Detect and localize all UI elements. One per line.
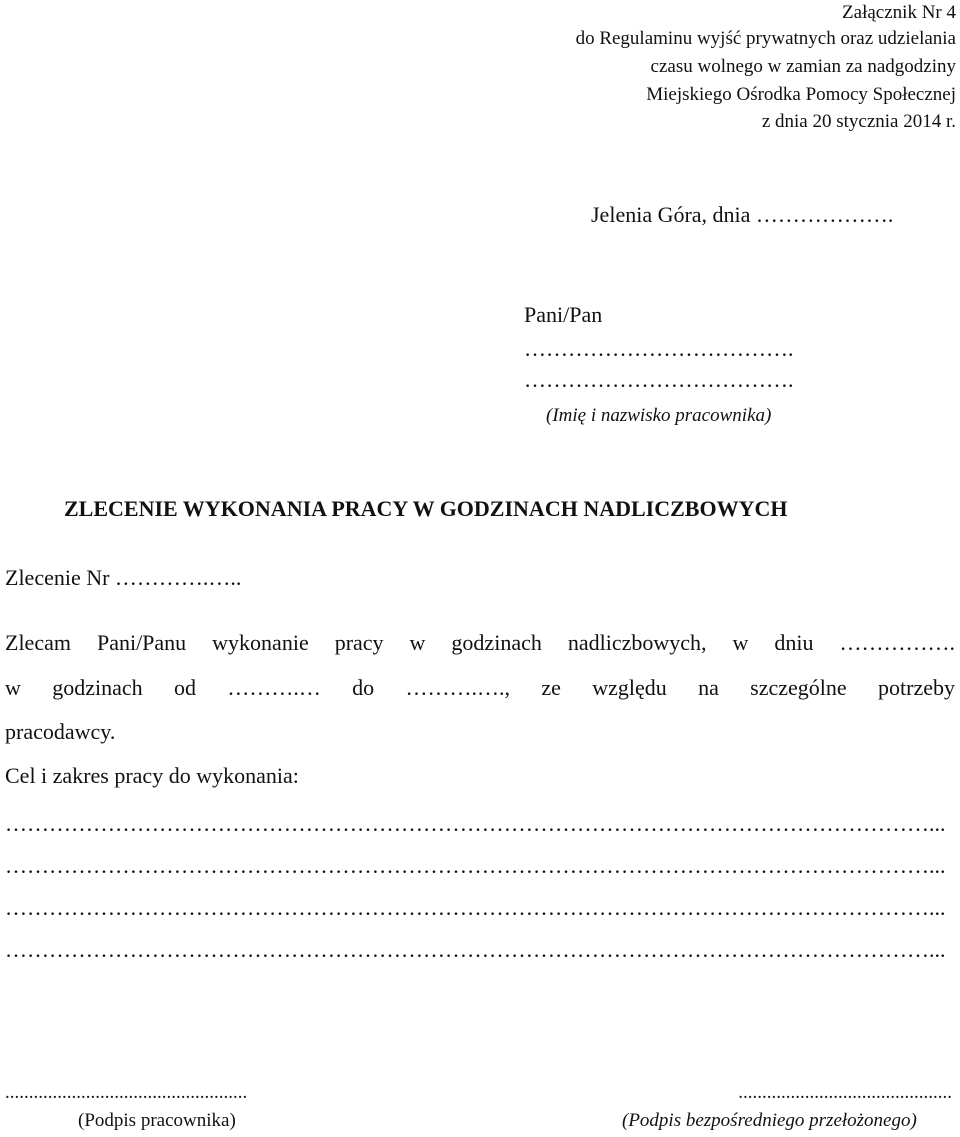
regulation-line: czasu wolnego w zamian za nadgodziny [650, 56, 956, 77]
regulation-date: z dnia 20 stycznia 2014 r. [761, 111, 956, 132]
purpose-dotted-line: ………………………………………………………………………………………………………………... [5, 895, 946, 920]
regulation-line: Miejskiego Ośrodka Pomocy Społecznej [646, 84, 956, 105]
purpose-dotted-line: ………………………………………………………………………………………………………………... [5, 811, 946, 836]
name-dotted-line: ………………………………. [524, 336, 794, 361]
document-title: ZLECENIE WYKONANIA PRACY W GODZINACH NADLICZBOWYCH [64, 496, 788, 521]
employee-signature-caption: (Podpis pracownika) [78, 1110, 236, 1131]
supervisor-signature-caption: (Podpis bezpośredniego przełożonego) [622, 1110, 917, 1131]
purpose-label: Cel i zakres pracy do wykonania: [5, 763, 299, 788]
place-date-field: Jelenia Góra, dnia ………………. [591, 202, 894, 227]
purpose-dotted-line: ………………………………………………………………………………………………………………... [5, 937, 946, 962]
name-dotted-line: ………………………………. [524, 367, 794, 392]
annex-number: Załącznik Nr 4 [842, 2, 956, 23]
salutation: Pani/Pan [524, 302, 603, 327]
employee-signature-line: ................................................... [5, 1082, 248, 1103]
order-text-line: w godzinach od ……….… do ……….…., ze względu na szczególne potrzeby [5, 675, 955, 700]
purpose-dotted-line: ………………………………………………………………………………………………………………... [5, 853, 946, 878]
order-number: Zlecenie Nr ………….….. [5, 565, 242, 590]
regulation-line: do Regulaminu wyjść prywatnych oraz udzielania [575, 28, 956, 49]
supervisor-signature-line: ............................................. [738, 1082, 952, 1103]
order-text-line: Zlecam Pani/Panu wykonanie pracy w godzinach nadliczbowych, w dniu ……………. [5, 630, 955, 655]
order-text-line: pracodawcy. [5, 719, 116, 744]
name-caption: (Imię i nazwisko pracownika) [546, 405, 772, 426]
